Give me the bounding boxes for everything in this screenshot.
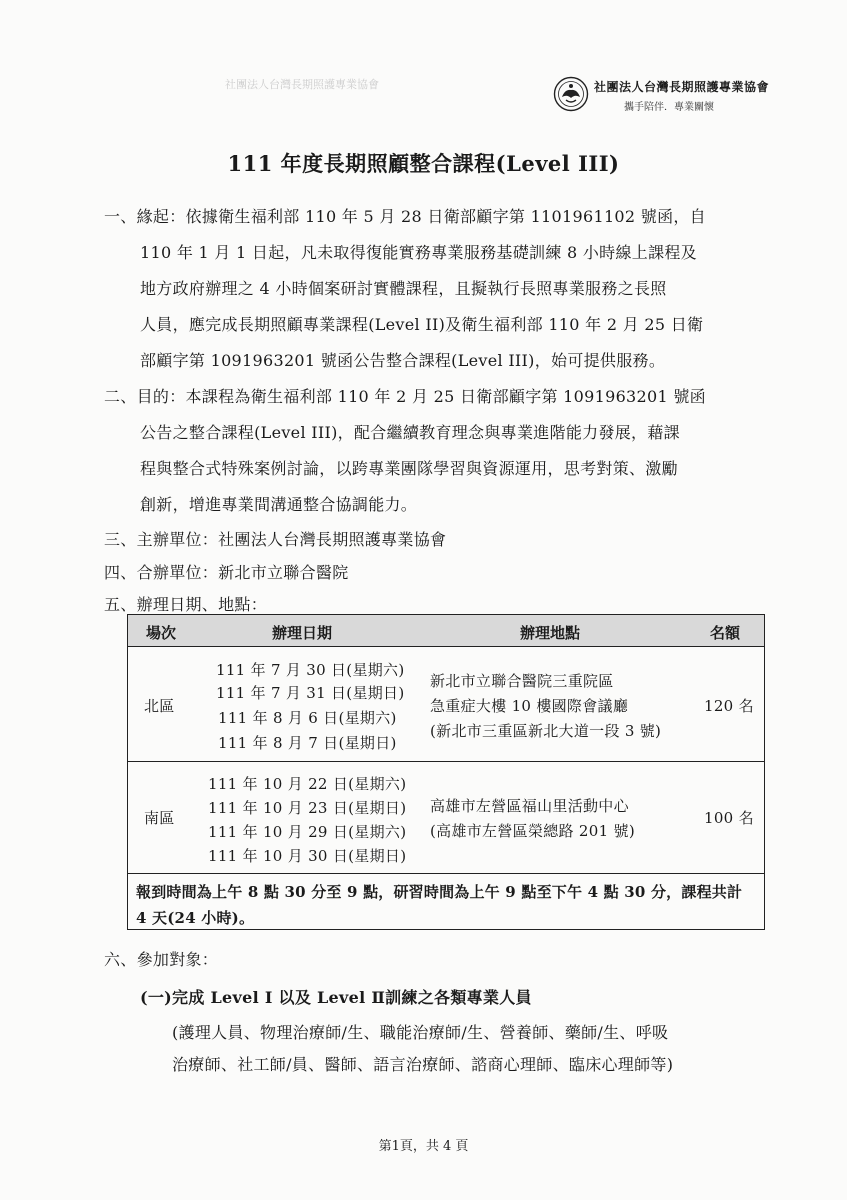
section-5-heading: 五、辦理日期、地點： — [104, 595, 268, 614]
row-south-quota: 100 名 — [704, 809, 754, 827]
row-south-date-2: 111 年 10 月 23 日(星期日) — [208, 799, 407, 817]
note-divider — [128, 873, 764, 874]
header-quota: 名額 — [710, 624, 741, 642]
row-south-date-1: 111 年 10 月 22 日(星期六) — [208, 775, 407, 793]
bleed-through-header: 社團法人台灣長期照護專業協會 — [225, 78, 379, 91]
table-header-row — [128, 615, 764, 647]
org-slogan: 攜手陪伴．專業關懷 — [624, 102, 714, 113]
association-logo-icon — [553, 76, 589, 112]
section-2-line-4: 創新，增進專業間溝通整合協調能力。 — [140, 495, 418, 514]
row-south-date-4: 111 年 10 月 30 日(星期日) — [208, 847, 407, 865]
row-north-location-3: (新北市三重區新北大道一段 3 號) — [430, 722, 662, 740]
schedule-table — [127, 614, 765, 930]
schedule-note: 報到時間為上午 8 點 30 分至 9 點，研習時間為上午 9 點至下午 4 點 30 分，課程共計 4 天(24 小時)。 — [136, 883, 743, 927]
section-6-item-1: (一)完成 Level I 以及 Level Ⅱ訓練之各類專業人員 — [140, 988, 532, 1007]
row-north-quota: 120 名 — [704, 697, 754, 715]
row-north-date-2: 111 年 7 月 31 日(星期日) — [216, 684, 405, 702]
section-4-co-organizer: 四、合辦單位：新北市立聯合醫院 — [104, 563, 349, 582]
section-1-line-3: 地方政府辦理之 4 小時個案研討實體課程，且擬執行長照專業服務之長照 — [140, 279, 667, 298]
row-north-date-4: 111 年 8 月 7 日(星期日) — [218, 734, 397, 752]
org-name: 社團法人台灣長期照護專業協會 — [594, 80, 770, 94]
row-north-date-3: 111 年 8 月 6 日(星期六) — [218, 709, 397, 727]
row-south-location-2: (高雄市左營區榮總路 201 號) — [430, 822, 635, 840]
row-south-date-3: 111 年 10 月 29 日(星期六) — [208, 823, 407, 841]
section-2-line-2: 公告之整合課程(Level III)，配合繼續教育理念與專業進階能力發展，藉課 — [140, 423, 680, 442]
page-title: 111 年度長期照顧整合課程(Level III) — [227, 151, 620, 176]
section-1-line-2: 110 年 1 月 1 日起，凡未取得復能實務專業服務基礎訓練 8 小時線上課程及 — [140, 243, 697, 262]
row-divider — [128, 761, 764, 762]
section-6-detail-2: 治療師、社工師/員、醫師、語言治療師、諮商心理師、臨床心理師等) — [172, 1055, 674, 1074]
section-6-detail-1: (護理人員、物理治療師/生、職能治療師/生、營養師、藥師/生、呼吸 — [172, 1023, 669, 1042]
section-1-line-4: 人員，應完成長期照顧專業課程(Level II)及衛生福利部 110 年 2 月 25 日衛 — [140, 315, 704, 334]
header-location: 辦理地點 — [520, 624, 581, 642]
row-north-date-1: 111 年 7 月 30 日(星期六) — [216, 661, 405, 679]
section-1-line-5: 部顧字第 1091963201 號函公告整合課程(Level III)，始可提供服務。 — [140, 351, 666, 370]
row-south-location-1: 高雄市左營區福山里活動中心 — [430, 797, 629, 815]
row-north-location-2: 急重症大樓 10 樓國際會議廳 — [430, 697, 629, 715]
section-2-line-3: 程與整合式特殊案例討論，以跨專業團隊學習與資源運用，思考對策、激勵 — [140, 459, 678, 478]
row-north-session: 北區 — [144, 697, 175, 715]
section-2-line-1: 二、目的：本課程為衛生福利部 110 年 2 月 25 日衛部顧字第 1091963201 號函 — [104, 387, 706, 406]
page-number: 第1頁，共 4 頁 — [378, 1139, 469, 1154]
row-south-session: 南區 — [144, 809, 175, 827]
section-6-heading: 六、參加對象： — [104, 950, 219, 969]
header-session: 場次 — [146, 624, 177, 642]
row-north-location-1: 新北市立聯合醫院三重院區 — [430, 672, 614, 690]
section-3-organizer: 三、主辦單位：社團法人台灣長期照護專業協會 — [104, 530, 447, 549]
section-1-line-1: 一、緣起：依據衛生福利部 110 年 5 月 28 日衛部顧字第 1101961102 號函，自 — [104, 207, 706, 226]
header-date: 辦理日期 — [272, 624, 333, 642]
